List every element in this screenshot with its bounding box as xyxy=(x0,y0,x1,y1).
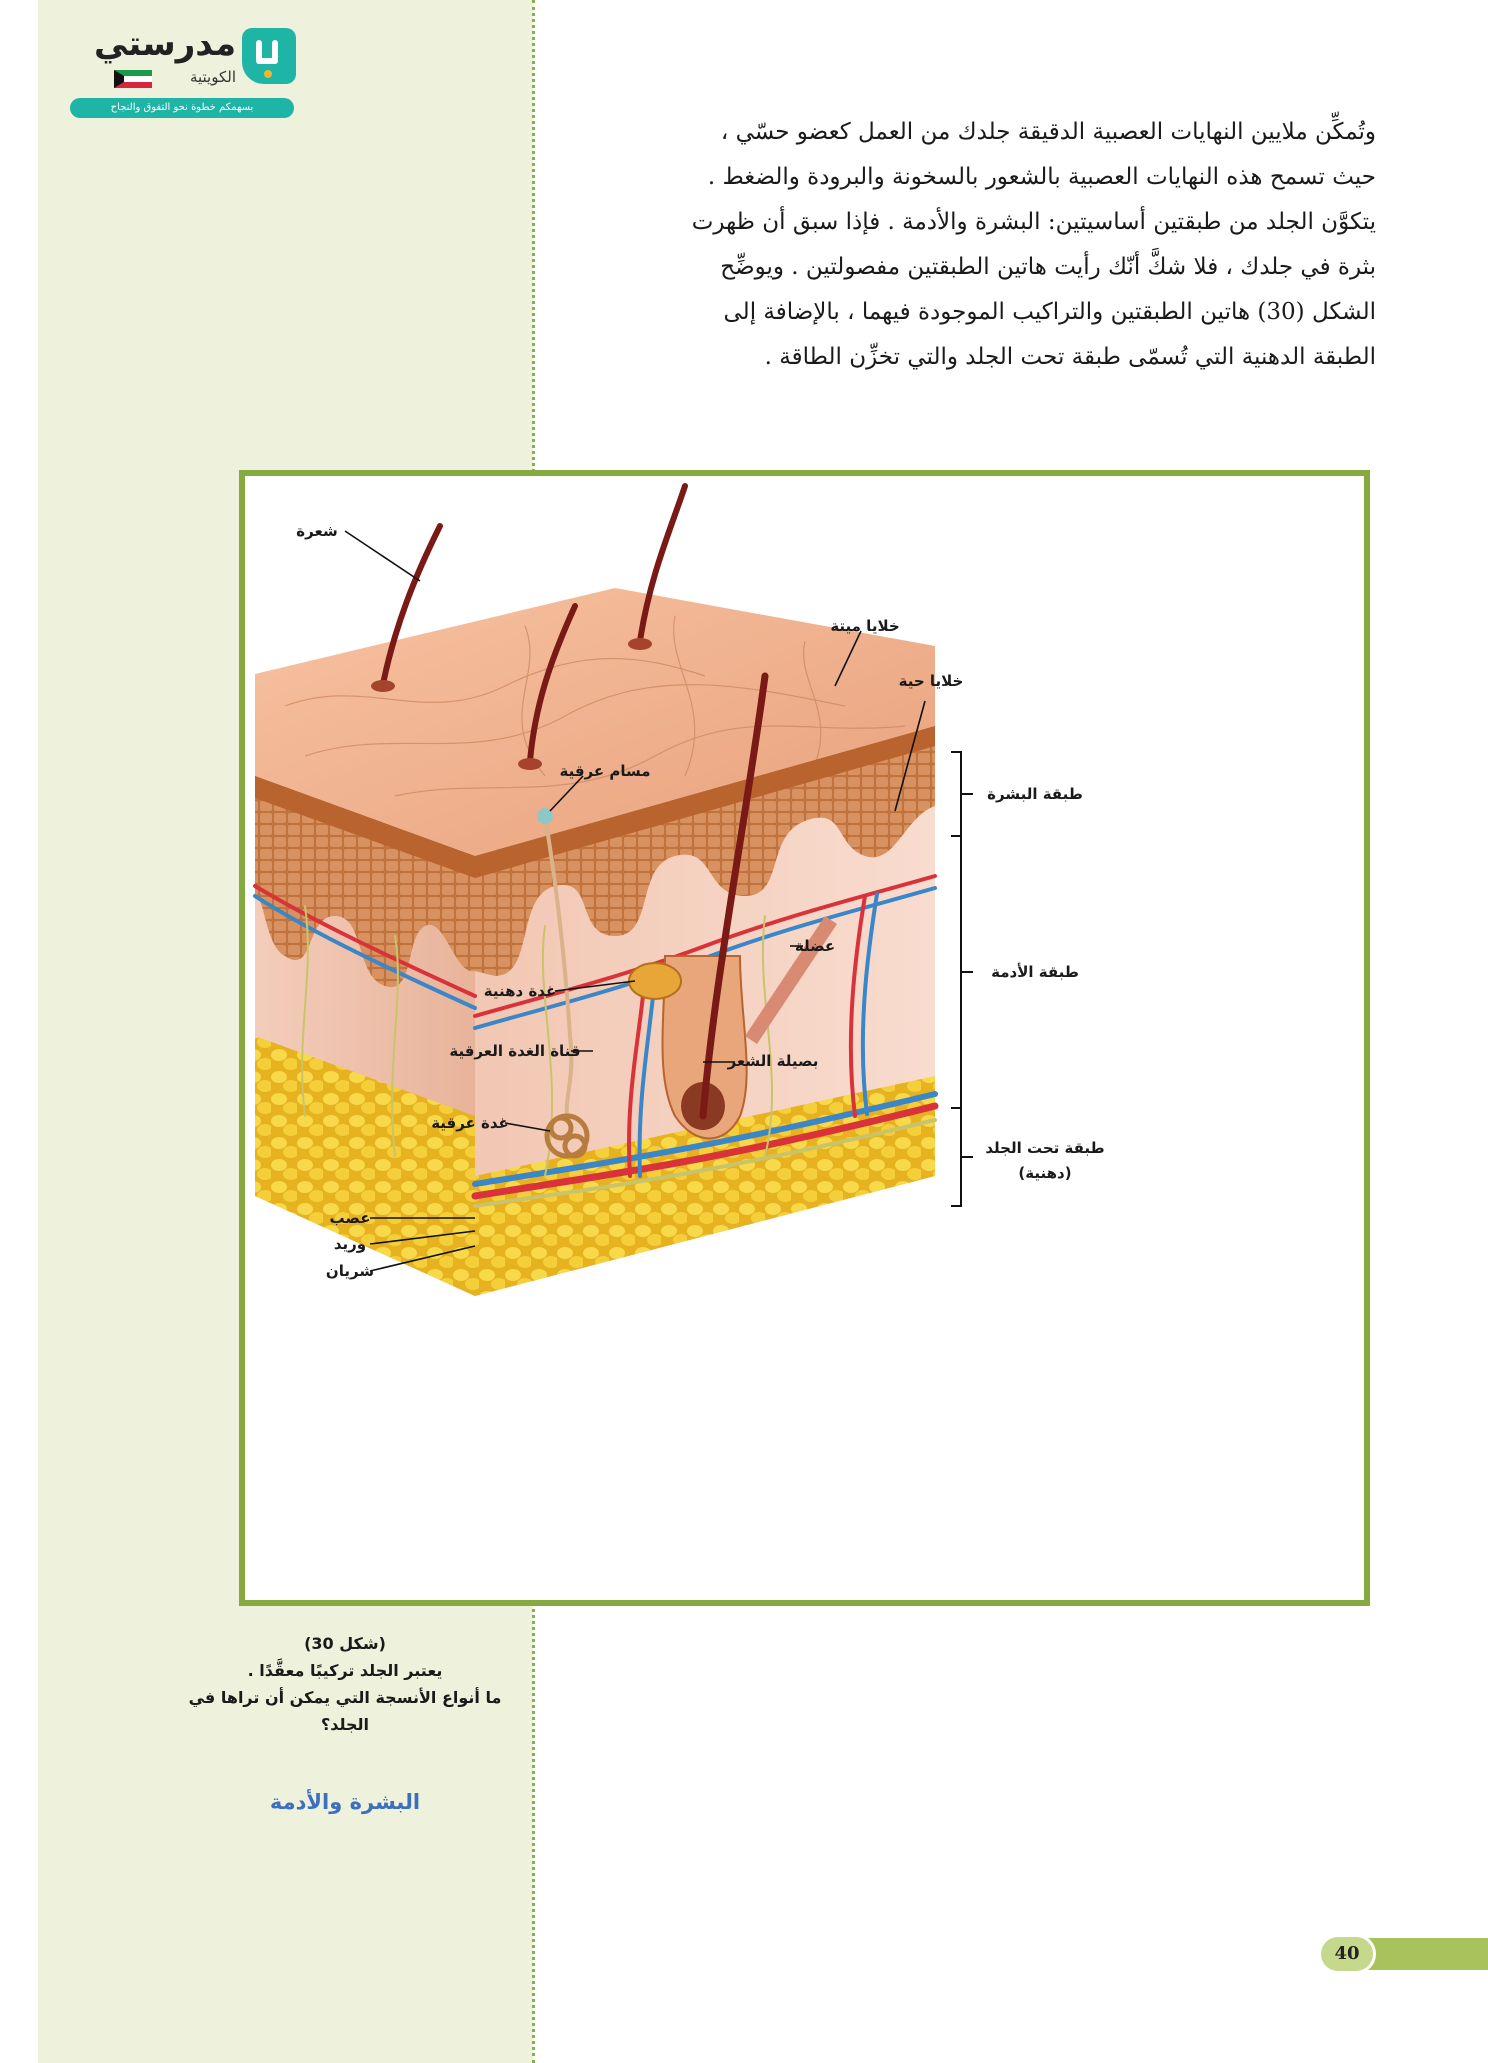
body-line: يتكوَّن الجلد من طبقتين أساسيتين: البشرة والأدمة . فإذا سبق أن ظهرت xyxy=(691,209,1376,235)
label-dermis: طبقة الأدمة xyxy=(991,963,1079,981)
label-epidermis: طبقة البشرة xyxy=(987,785,1083,803)
label-sweat-gland: غدة عرقية xyxy=(431,1114,509,1132)
body-line: وتُمكِّن ملايين النهايات العصبية الدقيقة جلدك من العمل كعضو حسّي ، xyxy=(720,119,1376,145)
label-hair-follicle: بصيلة الشعر xyxy=(727,1052,819,1070)
logo[interactable] xyxy=(70,22,300,118)
skin-figure xyxy=(239,470,1370,1606)
page-number-tab xyxy=(1318,1934,1488,1974)
caption-line: يعتبر الجلد تركيبًا معقَّدًا . xyxy=(247,1661,443,1680)
label-sweat-duct: قناة الغدة العرقية xyxy=(449,1042,581,1060)
label-vein: وريد xyxy=(333,1235,367,1253)
label-living-cells: خلايا حية xyxy=(898,672,964,690)
sweat-gland xyxy=(547,1116,587,1156)
label-muscle: عضلة xyxy=(794,937,836,955)
body-line: الطبقة الدهنية التي تُسمّى طبقة تحت الجلد والتي تخزِّن الطاقة . xyxy=(764,344,1376,370)
label-subcutaneous-note: (دهنية) xyxy=(1018,1164,1072,1182)
body-line: حيث تسمح هذه النهايات العصبية بالشعور بالسخونة والبرودة والضغط . xyxy=(707,164,1376,190)
label-subcutaneous: طبقة تحت الجلد xyxy=(985,1139,1105,1157)
figure-number: (شكل 30) xyxy=(304,1634,386,1653)
answer-text: البشرة والأدمة xyxy=(269,1790,421,1814)
body-line: الشكل (30) هاتين الطبقتين والتراكيب الموجودة فيهما ، بالإضافة إلى xyxy=(723,299,1376,325)
body-paragraph xyxy=(570,110,1376,380)
logo-tagline: بسهمكم خطوة نحو التفوق والنجاح xyxy=(70,98,294,118)
logo-subtitle: الكويتية xyxy=(189,68,236,86)
label-hair: شعرة xyxy=(296,522,338,540)
page-number: 40 xyxy=(1318,1934,1376,1974)
label-sweat-pore: مسام عرقية xyxy=(559,762,651,780)
caption-line: الجلد؟ xyxy=(320,1715,370,1734)
skin-diagram xyxy=(245,476,1364,1600)
body-line: بثرة في جلدك ، فلا شكَّ أنّك رأيت هاتين الطبقتين مفصولتين . ويوضِّح xyxy=(720,254,1376,280)
label-artery: شريان xyxy=(325,1262,375,1280)
logo-icon xyxy=(242,28,296,84)
logo-title: مدرستي xyxy=(94,24,236,64)
label-nerve: عصب xyxy=(329,1209,371,1227)
label-dead-cells: خلايا ميتة xyxy=(830,617,900,635)
kuwait-flag-icon xyxy=(114,70,152,88)
label-oil-gland: غدة دهنية xyxy=(483,982,557,1000)
caption-line: ما أنواع الأنسجة التي يمكن أن تراها في xyxy=(188,1688,502,1707)
figure-caption xyxy=(180,1630,510,1738)
oil-gland xyxy=(629,963,681,999)
